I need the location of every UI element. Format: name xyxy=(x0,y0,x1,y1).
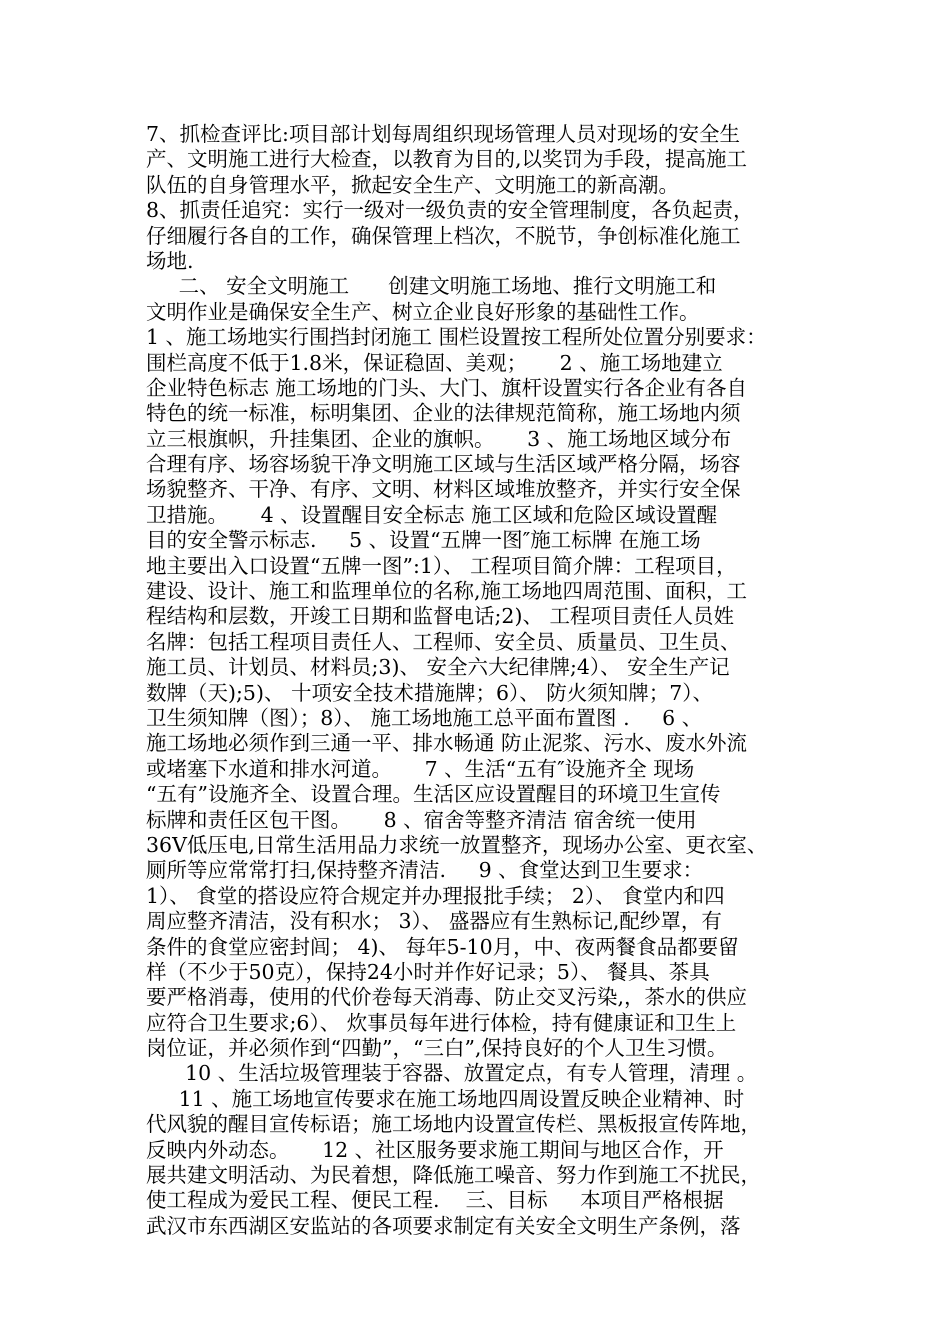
text-line: 数牌（天);5)、 十项安全技术措施牌；6）、 防火须知牌；7）、 xyxy=(146,680,714,705)
text-line: 目的安全警示标志. 5 、设置“五牌一图″施工标牌 在施工场 xyxy=(146,528,701,553)
text-line: 8、抓责任追究：实行一级对一级负责的安全管理制度，各负起责， xyxy=(146,198,754,223)
text-line: 代风貌的醒目宣传标语；施工场地内设置宣传栏、黑板报宣传阵地， xyxy=(146,1112,761,1137)
text-line: 11 、施工场地宣传要求在施工场地四周设置反映企业精神、时 xyxy=(146,1086,745,1111)
body-text xyxy=(146,122,814,1239)
text-line: 要严格消毒，使用的代价卷每天消毒、防止交叉污染,，茶水的供应 xyxy=(146,985,748,1010)
text-line: 卫生须知牌（图）；8）、 施工场地施工总平面布置图 . 6 、 xyxy=(146,705,703,730)
text-line: 产、文明施工进行大检查，以教育为目的,以奖罚为手段，提高施工 xyxy=(146,147,748,172)
text-line: 1 、施工场地实行围挡封闭施工 围栏设置按工程所处位置分别要求： xyxy=(146,325,767,350)
text-line: 36V低压电,日常生活用品力求统一放置整齐，现场办公室、更衣室、 xyxy=(146,832,768,857)
text-line: 厕所等应常常打扫,保持整齐清洁. 9 、食堂达到卫生要求： xyxy=(146,858,704,883)
text-line: 文明作业是确保安全生产、树立企业良好形象的基础性工作。 xyxy=(146,299,700,324)
text-line: 名牌：包括工程项目责任人、工程师、安全员、质量员、卫生员、 xyxy=(146,629,741,654)
text-line: “五有”设施齐全、设置合理。生活区应设置醒目的环境卫生宣传 xyxy=(146,782,721,807)
text-line: 合理有序、场容场貌干净文明施工区域与生活区域严格分隔，场容 xyxy=(146,452,741,477)
text-line: 岗位证，并必须作到“四勤”，“三白”,保持良好的个人卫生习惯。 xyxy=(146,1036,728,1061)
text-line: 周应整齐清洁，没有积水； 3）、 盛器应有生熟标记,配纱罩，有 xyxy=(146,909,722,934)
text-line: 立三根旗帜，升挂集团、企业的旗帜。 3 、施工场地区域分布 xyxy=(146,426,732,451)
text-line: 程结构和层数，开竣工日期和监督电话;2)、 工程项目责任人员姓 xyxy=(146,604,734,629)
text-line: 标牌和责任区包干图。 8 、宿舍等整齐清洁 宿舍统一使用 xyxy=(146,807,697,832)
text-line: 队伍的自身管理水平，掀起安全生产、文明施工的新高潮。 xyxy=(146,172,679,197)
text-line: 建设、设计、施工和监理单位的名称,施工场地四周范围、面积，工 xyxy=(146,579,748,604)
text-line: 围栏高度不低于1.8米，保证稳固、美观； 2 、施工场地建立 xyxy=(146,350,723,375)
text-line: 施工员、计划员、材料员;3)、 安全六大纪律牌;4）、 安全生产记 xyxy=(146,655,730,680)
text-line: 10 、生活垃圾管理装于容器、放置定点，有专人管理，清理 。 xyxy=(146,1061,758,1086)
text-line: 反映内外动态。 12 、社区服务要求施工期间与地区合作，开 xyxy=(146,1137,724,1162)
text-line: 地主要出入口设置“五牌一图”:1）、 工程项目简介牌：工程项目， xyxy=(146,553,737,578)
text-line: 企业特色标志 施工场地的门头、大门、旗杆设置实行各企业有各自 xyxy=(146,375,748,400)
text-line: 施工场地必须作到三通一平、排水畅通 防止泥浆、污水、废水外流 xyxy=(146,731,748,756)
text-line: 二、 安全文明施工 创建文明施工场地、推行文明施工和 xyxy=(146,274,717,299)
text-line: 或堵塞下水道和排水河道。 7 、生活“五有″设施齐全 现场 xyxy=(146,756,695,781)
text-line: 武汉市东西湖区安监站的各项要求制定有关安全文明生产条例，落 xyxy=(146,1213,741,1238)
text-line: 场貌整齐、干净、有序、文明、材料区域堆放整齐，并实行安全保 xyxy=(146,477,741,502)
text-line: 展共建文明活动、为民着想，降低施工噪音、努力作到施工不扰民， xyxy=(146,1163,761,1188)
text-line: 使工程成为爱民工程、便民工程. 三、目标 本项目严格根据 xyxy=(146,1188,724,1213)
text-line: 卫措施。 4 、设置醒目安全标志 施工区域和危险区域设置醒 xyxy=(146,502,718,527)
text-line: 样（不少于50克），保持24小时并作好记录；5）、 餐具、茶具 xyxy=(146,959,710,984)
text-line: 条件的食堂应密封闾； 4)、 每年5-10月，中、夜两餐食品都要留 xyxy=(146,934,739,959)
text-line: 应符合卫生要求;6）、 炊事员每年进行体检，持有健康证和卫生上 xyxy=(146,1010,737,1035)
text-line: 场地. xyxy=(146,248,194,273)
text-line: 仔细履行各自的工作，确保管理上档次，不脱节，争创标准化施工 xyxy=(146,223,741,248)
text-line: 1）、 食堂的搭设应符合规定并办理报批手续； 2）、 食堂内和四 xyxy=(146,883,725,908)
text-line: 特色的统一标准，标明集团、企业的法律规范简称，施工场地内须 xyxy=(146,401,741,426)
text-line: 7、抓检查评比:项目部计划每周组织现场管理人员对现场的安全生 xyxy=(146,122,740,146)
